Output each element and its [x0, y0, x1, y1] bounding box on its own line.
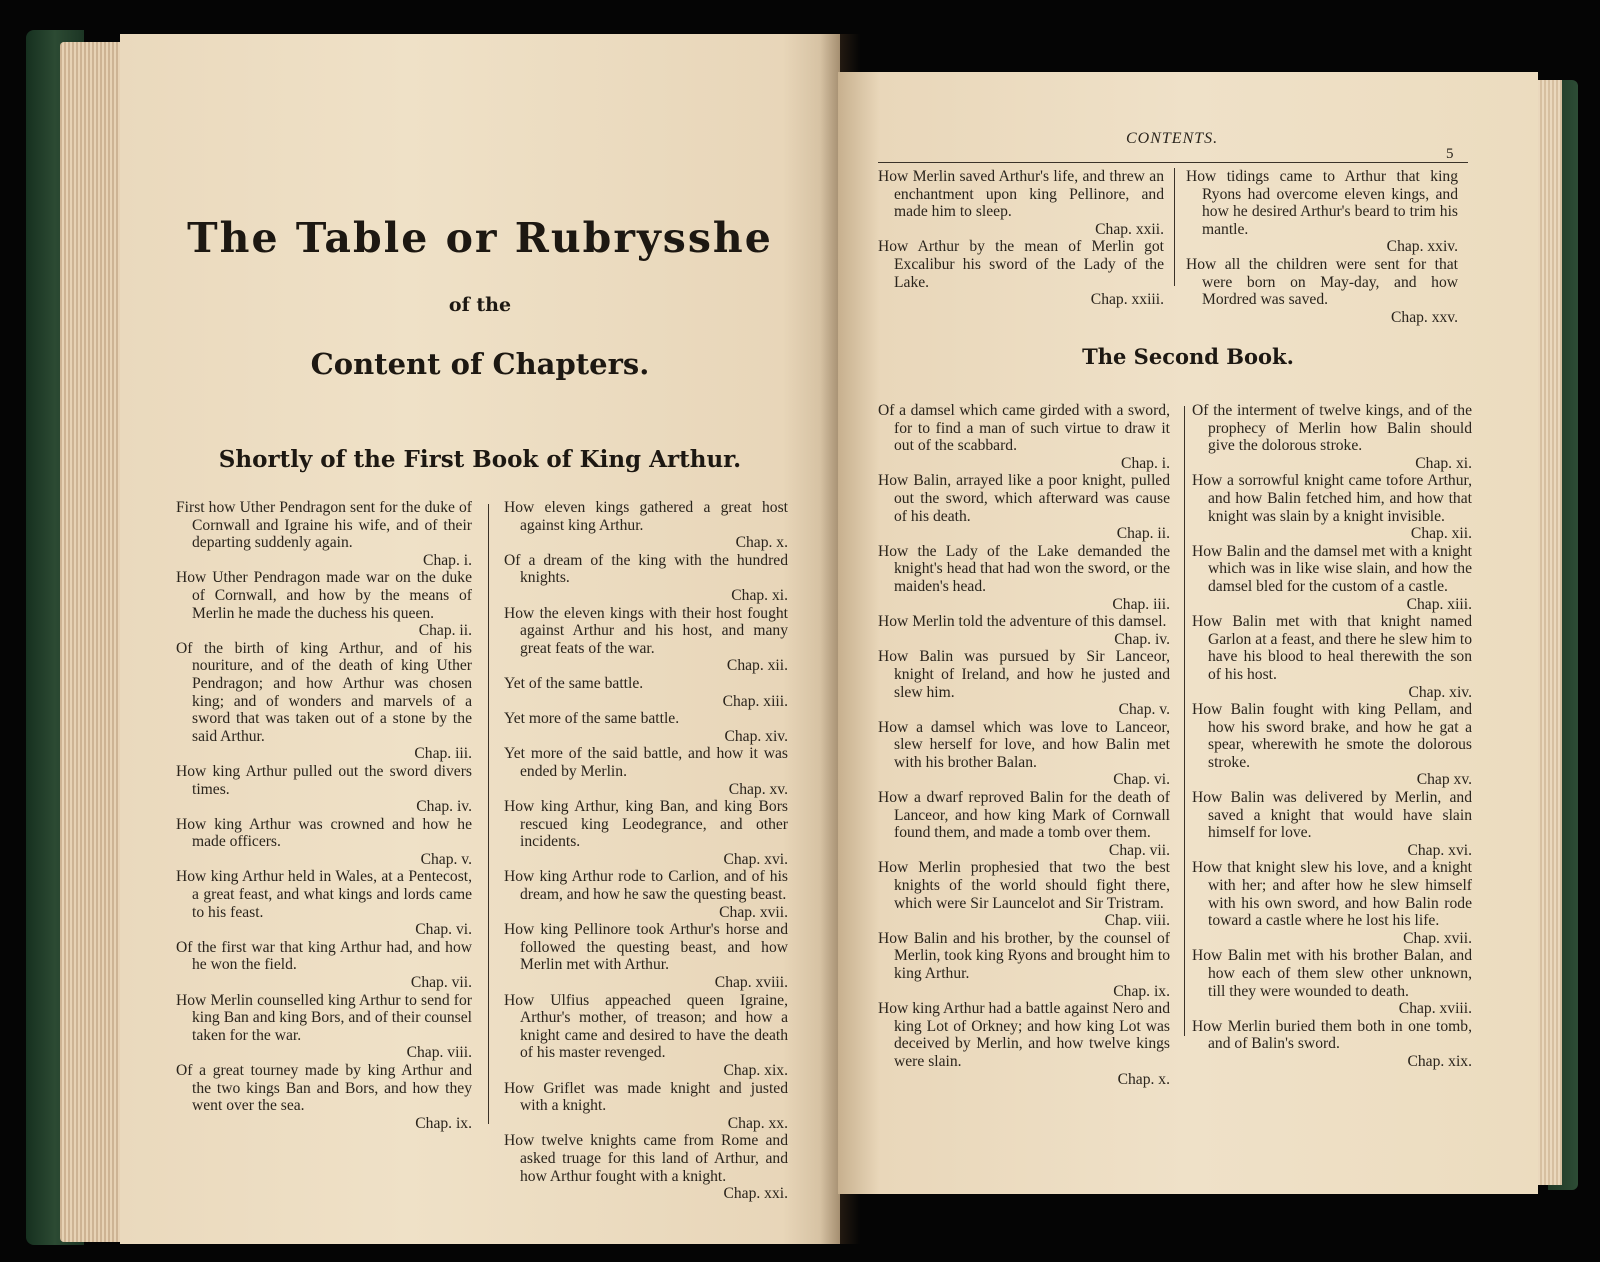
chapter-number: Chap. viii. [406, 1044, 472, 1062]
contents-entry [176, 569, 472, 640]
chapter-number: Chap. vii. [1108, 841, 1170, 859]
entry-text: How twelve knights came from Rome and asked truage for this land of Arthur, and how Arthur fought with a knight. [504, 1132, 788, 1185]
contents-entry [878, 859, 1170, 930]
chapter-number: Chap. ii. [1116, 525, 1170, 543]
contents-entry [878, 789, 1170, 859]
entry-text: How Balin and his brother, by the counsel of Merlin, took king Ryons and brought him to king Arthur. [878, 929, 1170, 982]
contents-entry [504, 674, 788, 710]
entry-text: How the Lady of the Lake demanded the knight's head that had won the sword, or the maiden's head. [878, 542, 1170, 595]
chapter-number: Chap. xiv. [1408, 683, 1472, 701]
entry-text: How king Arthur, king Ban, and king Bors rescued king Leodegrance, and other incidents. [504, 798, 788, 851]
contents-entry [176, 938, 472, 992]
contents-entry [1192, 859, 1472, 947]
contents-entry [504, 551, 788, 605]
entry-text: How that knight slew his love, and a knight with her; and after how he slew himself with his own sword, and how Balin rode toward a castle where he lost his life. [1192, 859, 1472, 930]
contents-entry [504, 1132, 788, 1203]
chapter-number: Chap. xix. [723, 1062, 788, 1079]
contents-entry [1192, 1017, 1472, 1071]
contents-entry [176, 639, 472, 763]
contents-entry [504, 798, 788, 868]
entry-text: How all the children were sent for that were born on May-day, and how Mordred was saved. [1186, 255, 1458, 309]
right-column-2 [1192, 402, 1472, 1071]
chapter-number: Chap. xi. [1415, 454, 1472, 472]
contents-entry [878, 1000, 1170, 1088]
column-rule [1184, 406, 1185, 1036]
running-head: CONTENTS. [1126, 130, 1219, 147]
chapter-number: Chap. xxv. [1391, 308, 1458, 326]
entry-text: How Balin was pursued by Sir Lanceor, knight of Ireland, and how he justed and slew him. [878, 648, 1170, 701]
entry-text: How Merlin buried them both in one tomb, and of Balin's sword. [1192, 1017, 1472, 1053]
chapter-number: Chap. xiv. [724, 727, 788, 745]
chapter-number: Chap. xxiv. [1386, 238, 1458, 256]
contents-entry [176, 1062, 472, 1132]
chapter-number: Chap. ix. [415, 1114, 472, 1132]
right-top-column-2 [1186, 168, 1458, 326]
chapter-number: Chap. ii. [418, 622, 472, 640]
page-number: 5 [1446, 146, 1454, 162]
chapter-number: Chap. xxi. [723, 1185, 788, 1203]
entry-text: Of a dream of the king with the hundred knights. [504, 551, 788, 587]
title-of-the: of the [448, 294, 512, 316]
column-rule [488, 504, 489, 1124]
entry-text: How Balin met with his brother Balan, and how each of them slew other unknown, till they were wounded to death. [1192, 947, 1472, 1000]
contents-entry [504, 604, 788, 675]
chapter-number: Chap. xix. [1407, 1052, 1472, 1070]
contents-entry [176, 815, 472, 869]
chapter-number: Chap. xx. [727, 1114, 788, 1132]
contents-entry [1192, 402, 1472, 472]
contents-entry [504, 1079, 788, 1133]
contents-entry [1186, 168, 1458, 256]
entry-text: How a dwarf reproved Balin for the death of Lanceor, and how king Mark of Cornwall found them, and made a tomb over them. [878, 789, 1170, 842]
entry-text: First how Uther Pendragon sent for the duke of Cornwall and Igraine his wife, and of their departing suddenly again. [176, 499, 472, 552]
contents-entry [878, 472, 1170, 543]
entry-text: How eleven kings gathered a great host against king Arthur. [504, 499, 788, 534]
entry-text: How Merlin told the adventure of this damsel. [878, 613, 1167, 631]
contents-entry [176, 499, 472, 569]
right-top-column-1 [878, 168, 1164, 309]
entry-text: How a damsel which was love to Lanceor, slew herself for love, and how Balin met with his brother Balan. [878, 718, 1170, 771]
contents-entry [1192, 947, 1472, 1018]
chapter-number: Chap. i. [423, 551, 472, 569]
right-page [838, 72, 1538, 1194]
entry-text: How king Arthur held in Wales, at a Pentecost, a great feast, and what kings and lords came to his feast. [176, 868, 472, 921]
left-column-1 [176, 499, 472, 1132]
entry-text: How Arthur by the mean of Merlin got Excalibur his sword of the Lady of the Lake. [878, 238, 1164, 291]
chapter-number: Chap. xiii. [1406, 595, 1472, 613]
contents-entry [176, 868, 472, 939]
chapter-number: Chap. viii. [1104, 912, 1170, 930]
contents-entry [878, 929, 1170, 1000]
chapter-number: Chap xv. [1416, 771, 1472, 789]
contents-entry [504, 921, 788, 992]
entry-text: Of the first war that king Arthur had, and how he won the field. [176, 938, 472, 974]
chapter-number: Chap. xxii. [1095, 220, 1164, 238]
chapter-number: Chap. xviii. [1398, 1000, 1472, 1018]
contents-entry [1186, 255, 1458, 326]
chapter-number: Chap. xvi. [723, 850, 788, 868]
entry-text: How a sorrowful knight came tofore Arthur, and how Balin fetched him, and how that knight was slain by a knight invisible. [1192, 472, 1472, 525]
contents-entry [1192, 701, 1472, 789]
entry-text: How Griflet was made knight and justed with a knight. [504, 1079, 788, 1115]
entry-text: How Balin fought with king Pellam, and how his sword brake, and how he gat a spear, wherewith he smote the dolorous stroke. [1192, 701, 1472, 771]
column-rule [1174, 168, 1175, 286]
chapter-number: Chap. iii. [1112, 595, 1170, 613]
chapter-number: Chap. xvii. [1403, 929, 1472, 947]
contents-entry [1192, 613, 1472, 701]
chapter-number: Chap. xviii. [714, 974, 788, 992]
contents-entry [1192, 789, 1472, 859]
entry-text: How Balin met with that knight named Garlon at a feast, and there he slew him to have his blood to heal therewith the son of his host. [1192, 613, 1472, 683]
entry-text: How Balin, arrayed like a poor knight, pulled out the sword, which afterward was cause of his death. [878, 472, 1170, 525]
entry-text: How king Arthur pulled out the sword divers times. [176, 762, 472, 798]
chapter-number: Chap. iv. [416, 798, 472, 816]
chapter-number: Chap. x. [735, 534, 788, 552]
page-title: The Table or Rubrysshe [187, 214, 773, 262]
entry-text: How Balin and the damsel met with a knight which was in like wise slain, and how the damsel bled for the custom of a castle. [1192, 542, 1472, 595]
entry-text: How Ulfius appeached queen Igraine, Arthur's mother, of treason; and how a knight came and desired to have the death of his master revenged. [504, 991, 788, 1062]
right-column-1 [878, 402, 1170, 1088]
entry-text: Of a great tourney made by king Arthur and the two kings Ban and Bors, and how they went over the sea. [176, 1062, 472, 1115]
entry-text: Of a damsel which came girded with a sword, for to find a man of such virtue to draw it out of the scabbard. [878, 402, 1170, 455]
chapter-number: Chap. xxiii. [1090, 291, 1164, 309]
entry-text: Yet of the same battle. [504, 674, 644, 692]
entry-text: Yet more of the said battle, and how it was ended by Merlin. [504, 745, 788, 780]
entry-text: How king Arthur was crowned and how he made officers. [176, 815, 472, 851]
chapter-number: Chap. vii. [410, 974, 472, 992]
chapter-number: Chap. ix. [1113, 982, 1170, 1000]
contents-entry [878, 718, 1170, 789]
contents-entry [878, 542, 1170, 613]
entry-text: Of the birth of king Arthur, and of his nouriture, and of the death of king Uther Pendragon; and how Arthur was chosen king; and of wonders and marvels of a sword that was taken out of a stone by the said Arthur. [176, 639, 472, 745]
chapter-number: Chap. xii. [726, 657, 788, 675]
contents-entry [878, 402, 1170, 472]
contents-entry [504, 710, 788, 745]
chapter-number: Chap. xvii. [719, 903, 788, 921]
contents-entry [878, 168, 1164, 238]
chapter-number: Chap. vi. [1113, 771, 1170, 789]
entry-text: How Merlin prophesied that two the best knights of the world should fight there, which were Sir Launcelot and Sir Tristram. [878, 859, 1170, 912]
entry-text: How Merlin saved Arthur's life, and threw an enchantment upon king Pellinore, and made him to sleep. [878, 168, 1164, 221]
contents-entry [504, 868, 788, 921]
entry-text: How Balin was delivered by Merlin, and saved a knight that would have slain himself for love. [1192, 789, 1472, 842]
chapter-number: Chap. v. [420, 850, 472, 868]
entry-text: How Uther Pendragon made war on the duke of Cornwall, and how by the means of Merlin he made the duchess his queen. [176, 569, 472, 622]
contents-entry [878, 238, 1164, 309]
entry-text: How king Pellinore took Arthur's horse and followed the questing beast, and how Merlin met with Arthur. [504, 921, 788, 974]
chapter-number: Chap. xvi. [1407, 841, 1472, 859]
contents-entry [504, 991, 788, 1080]
chapter-number: Chap. v. [1118, 701, 1170, 719]
chapter-number: Chap. xi. [731, 586, 788, 604]
entry-text: Of the interment of twelve kings, and of the prophecy of Merlin how Balin should give the dolorous stroke. [1192, 402, 1472, 455]
contents-entry [504, 745, 788, 798]
entry-text: How tidings came to Arthur that king Ryons had overcome eleven kings, and how he desired Arthur's beard to trim his mantle. [1186, 168, 1458, 238]
contents-entry [176, 762, 472, 816]
entry-text: How king Arthur had a battle against Nero and king Lot of Orkney; and how king Lot was deceived by Merlin, and how twelve kings were slain. [878, 1000, 1170, 1070]
first-book-heading: Shortly of the First Book of King Arthur. [218, 446, 742, 473]
contents-entry [1192, 472, 1472, 543]
left-column-2 [504, 499, 788, 1203]
contents-entry [878, 613, 1170, 648]
contents-entry [504, 499, 788, 552]
chapter-number: Chap. iii. [414, 745, 472, 763]
chapter-number: Chap. xii. [1410, 525, 1472, 543]
chapter-number: Chap. x. [1117, 1070, 1170, 1088]
entry-text: How the eleven kings with their host fought against Arthur and his host, and many great feats of the war. [504, 604, 788, 657]
contents-entry [1192, 542, 1472, 613]
chapter-number: Chap. xiii. [722, 692, 788, 710]
page-edges-left [60, 42, 124, 1242]
contents-entry [878, 648, 1170, 719]
entry-text: How king Arthur rode to Carlion, and of his dream, and how he saw the questing beast. [504, 868, 788, 904]
contents-entry [176, 991, 472, 1062]
chapter-number: Chap. vi. [415, 921, 472, 939]
chapter-number: Chap. i. [1121, 454, 1170, 472]
page-subtitle: Content of Chapters. [310, 347, 650, 381]
head-rule [878, 162, 1468, 163]
second-book-heading: The Second Book. [1082, 344, 1294, 369]
chapter-number: Chap. xv. [728, 780, 788, 798]
left-page [120, 34, 840, 1244]
entry-text: Yet more of the same battle. [504, 710, 680, 728]
chapter-number: Chap. iv. [1114, 630, 1170, 648]
entry-text: How Merlin counselled king Arthur to send for king Ban and king Bors, and of their counsel taken for the war. [176, 991, 472, 1044]
